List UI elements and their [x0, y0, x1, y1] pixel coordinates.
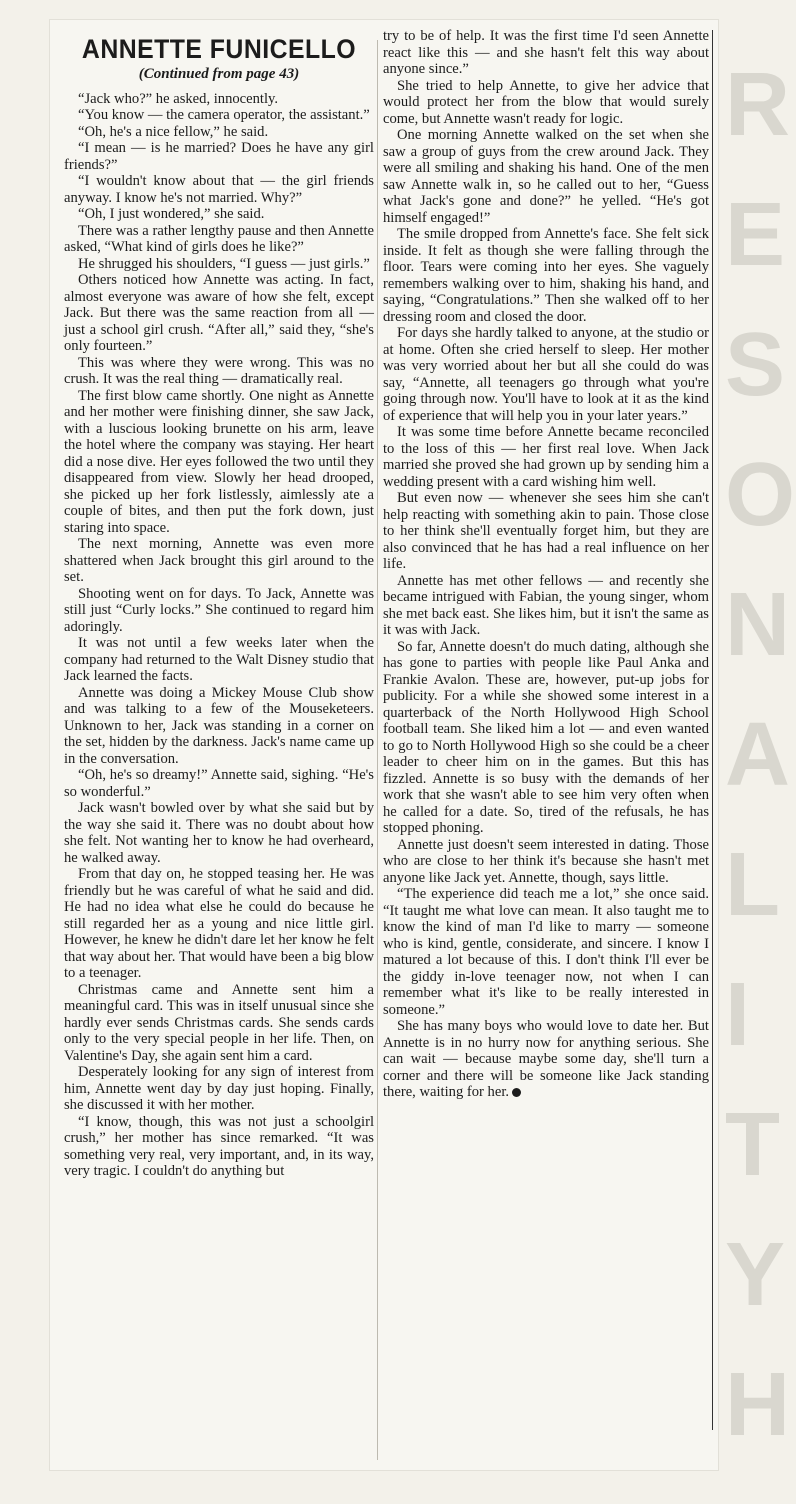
paragraph: Annette just doesn't seem interested in dating. Those who are close to her think it's because she hasn't met anyone like Jack yet. Annette, though, says little. [383, 836, 709, 886]
right-column [383, 28, 709, 1101]
paragraph: But even now — whenever she sees him she can't help reacting with something akin to pain. Those close to her think she'll eventually forget him, but they are also convinced that he has had a real influence on her life. [383, 490, 709, 572]
paragraph: Shooting went on for days. To Jack, Annette was still just “Curly locks.” She continued to regard him adoringly. [64, 585, 374, 635]
paragraph: The first blow came shortly. One night as Annette and her mother were finishing dinner, she saw Jack, with a luscious looking brunette on his arm, leave the hotel where the company was staying. Her heart did a nose dive. Her eyes followed the two until they disappeared from view. Slowly her head drooped, she picked up her fork listlessly, aimlessly ate a couple of bites, and then put the fork down, just staring into space. [64, 387, 374, 536]
paragraph: The next morning, Annette was even more shattered when Jack brought this girl around to the set. [64, 536, 374, 585]
paragraph: “You know — the camera operator, the assistant.” [78, 107, 370, 123]
paragraph: “I mean — is he married? Does he have any girl friends?” [64, 140, 374, 173]
paragraph: “I wouldn't know about that — the girl friends anyway. I know he's not married. Why?” [64, 173, 374, 206]
paragraph: The smile dropped from Annette's face. She felt sick inside. It felt as though she were falling through the floor. Tears were coming into her eyes. She vaguely remembers walking over to him, shaking his hand, and saying, “Congratulations.” Then she walked off to her dressing room and closed the door. [383, 226, 709, 325]
paragraph: “Oh, he's so dreamy!” Annette said, sighing. “He's so wonderful.” [64, 767, 374, 800]
paragraph: “The experience did teach me a lot,” she once said. “It taught me what love can mean. It also taught me to know the kind of man I'd like to marry — someone who is kind, gentle, considerate, and sincere. I know I matured a lot because of this. I don't think I'll ever be the giddy in-love teenager now, not when I can remember what it's like to be really interested in someone.” [383, 886, 709, 1018]
paragraph: From that day on, he stopped teasing her. He was friendly but he was careful of what he said and did. He had no idea what else he could do because he still regarded her as a young and nice little girl. However, he knew he didn't dare let her know he felt that way about her. That would have been a big blow to a teenager. [64, 866, 374, 981]
end-mark-icon [512, 1088, 521, 1097]
paragraph: He shrugged his shoulders, “I guess — just girls.” [78, 255, 370, 272]
paragraph: She has many boys who would love to date her. But Annette is in no hurry now for anything serious. She can wait — because maybe some day, she'll turn a corner and there will be someone like Jack standing there, waiting for her. [383, 1018, 709, 1100]
article-title: ANNETTE FUNICELLO [81, 34, 357, 64]
paragraph: So far, Annette doesn't do much dating, although she has gone to parties with people like Paul Anka and Frankie Avalon. These are, however, put-up jobs for publicity. For a while she showed some interest in a quarterback of the North Hollywood High School football team. She liked him a lot — and even wanted to go to North Hollywood High so she could be a cheer leader to cheer him on in the games. But this has fizzled. Annette is so busy with the demands of her work that she wasn't able to see him very often when he called for a date. So, tired of the refusals, he has stopped phoning. [383, 638, 709, 836]
paragraph: Others noticed how Annette was acting. In fact, almost everyone was aware of how she felt, except Jack. But there was the same reaction from all — just a school girl crush. “After all,” said they, “she's only fourteen.” [64, 272, 374, 354]
magazine-clipping [50, 20, 718, 1470]
paragraph: One morning Annette walked on the set when she saw a group of guys from the crew around Jack. They were all smiling and shaking his hand. One of the men saw Annette walk in, so he called out to her, “Guess what Jack's gone and done?” he yelled. “He's got himself engaged!” [383, 127, 709, 226]
paragraph: Jack wasn't bowled over by what she said but by the way she said it. There was no doubt about how she felt. Not wanting her to know he had overheard, he walked away. [64, 800, 374, 866]
paragraph: It was some time before Annette became reconciled to the loss of this — her first real love. When Jack married she proved she had grown up by sending him a wedding present with a card wishing him well. [383, 424, 709, 490]
paragraph: “Oh, I just wondered,” she said. [78, 206, 265, 222]
paragraph: “Oh, he's a nice fellow,” he said. [78, 123, 269, 140]
left-paragraphs [64, 91, 374, 1180]
paragraph: There was a rather lengthy pause and then Annette asked, “What kind of girls does he like?” [64, 222, 374, 255]
paragraph: Desperately looking for any sign of interest from him, Annette went day by day just hoping. Finally, she discussed it with her mother. [64, 1064, 374, 1113]
continued-note: (Continued from page 43) [138, 66, 300, 82]
paragraph: She tried to help Annette, to give her advice that would protect her from the blow that would surely come, but Annette wasn't ready for logic. [383, 77, 709, 127]
paragraph: Annette was doing a Mickey Mouse Club show and was talking to a few of the Mouseketeers. Unknown to her, Jack was standing in a corner on the set, hidden by the darkness. Jack's name came up in the conversation. [64, 684, 374, 767]
left-column [64, 34, 374, 1180]
paragraph: It was not until a few weeks later when the company had returned to the Walt Disney studio that Jack learned the facts. [64, 635, 374, 684]
page-edge-line [712, 30, 713, 1430]
paragraph: Christmas came and Annette sent him a meaningful card. This was in itself unusual since she hardly ever sends Christmas cards. She sends cards only to the very special people in her life. Then, on Valentine's Day, she again sent him a card. [64, 981, 374, 1064]
paragraph: “Jack who?” he asked, innocently. [78, 90, 279, 107]
paragraph: “I know, though, this was not just a schoolgirl crush,” her mother has since remarked. “It was something very real, very important, and, in its way, very tragic. I couldn't do anything but [64, 1113, 374, 1179]
paragraph: Annette has met other fellows — and recently she became intrigued with Fabian, the young singer, whom she met back east. She likes him, but it isn't the same as it was with Jack. [383, 572, 709, 638]
paragraph: For days she hardly talked to anyone, at the studio or at home. Often she cried herself to sleep. Her mother was very worried about her but all she could do was say, “Annette, all teenagers go through what you're going through now. You'll have to look at it as the kind of experience that will help you in your later years.” [383, 325, 709, 424]
column-divider [377, 40, 378, 1460]
right-paragraphs [383, 28, 709, 1101]
paragraph: This was where they were wrong. This was no crush. It was the real thing — dramatically real. [64, 354, 374, 387]
paragraph: try to be of help. It was the first time I'd seen Annette react like this — and she hasn't felt this way about anyone since.” [383, 28, 709, 77]
bleed-through-letters: R E S O N A L I T Y H [725, 55, 795, 1455]
